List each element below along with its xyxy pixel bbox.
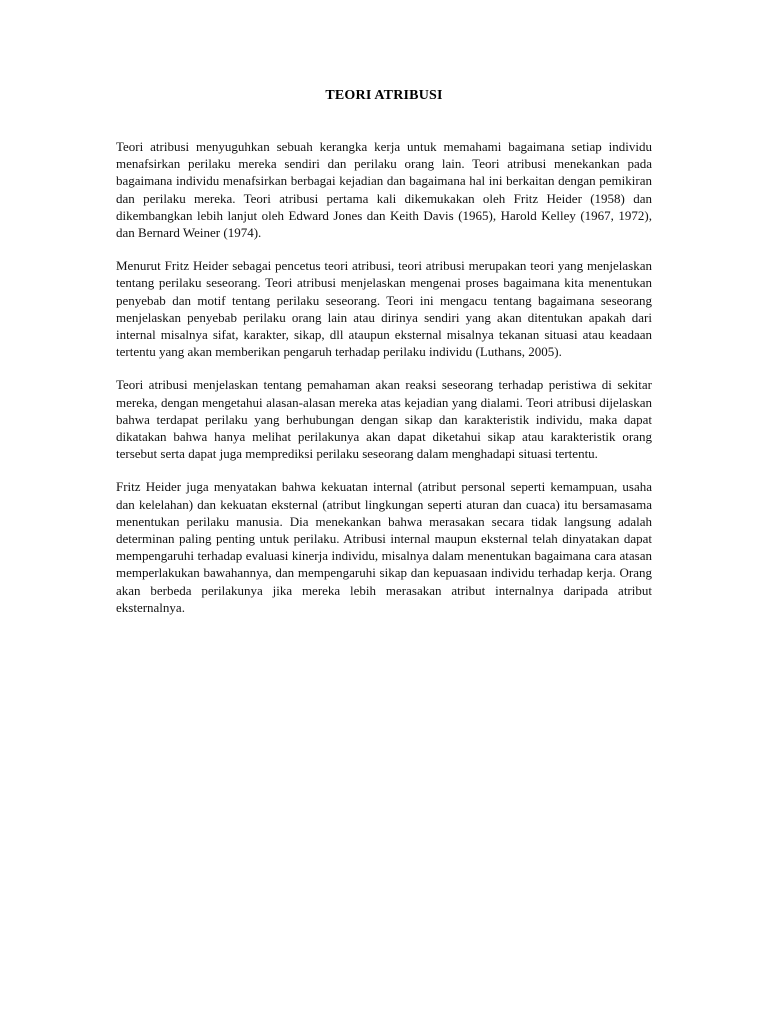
paragraph-4: Fritz Heider juga menyatakan bahwa kekuatan internal (atribut personal seperti kemampuan, usaha dan kelelahan) dan kekuatan eksternal (atribut lingkungan seperti aturan dan cuaca) itu bersamasama menentukan perilaku manusia. Dia menekankan bahwa merasakan secara tidak langsung adalah determinan paling penting untuk perilaku. Atribusi internal maupun eksternal telah dinyatakan dapat mempengaruhi terhadap evaluasi kinerja individu, misalnya dalam menentukan bagaimana cara atasan memperlakukan bawahannya, dan mempengaruhi sikap dan kepuasaan individu terhadap kerja. Orang akan berbeda perilakunya jika mereka lebih merasakan atribut internalnya daripada atribut eksternalnya. — [116, 479, 652, 615]
paragraph-2: Menurut Fritz Heider sebagai pencetus teori atribusi, teori atribusi merupakan teori yang menjelaskan tentang perilaku seseorang. Teori atribusi menjelaskan mengenai proses bagaimana kita menentukan penyebab dan motif tentang perilaku seseorang. Teori ini mengacu tentang bagaimana seseorang menjelaskan penyebab perilaku orang lain atau dirinya sendiri yang akan ditentukan apakah dari internal misalnya sifat, karakter, sikap, dll ataupun eksternal misalnya tekanan situasi atau keadaan tertentu yang akan memberikan pengaruh terhadap perilaku individu (Luthans, 2005). — [116, 258, 652, 360]
document-body — [116, 138, 652, 632]
paragraph-3: Teori atribusi menjelaskan tentang pemahaman akan reaksi seseorang terhadap peristiwa di sekitar mereka, dengan mengetahui alasan-alasan mereka atas kejadian yang dialami. Teori atribusi dijelaskan bahwa terdapat perilaku yang berhubungan dengan sikap dan karakteristik individu, maka dapat dikatakan bahwa hanya melihat perilakunya akan dapat diketahui sikap atau karakteristik orang tersebut serta dapat juga memprediksi perilaku seseorang dalam menghadapi situasi tertentu. — [116, 377, 652, 462]
paragraph-1: Teori atribusi menyuguhkan sebuah kerangka kerja untuk memahami bagaimana setiap individu menafsirkan perilaku mereka sendiri dan perilaku orang lain. Teori atribusi menekankan pada bagaimana individu menafsirkan berbagai kejadian dan bagaimana hal ini berkaitan dengan pemikiran dan perilaku mereka. Teori atribusi pertama kali dikemukakan oleh Fritz Heider (1958) dan dikembangkan lebih lanjut oleh Edward Jones dan Keith Davis (1965), Harold Kelley (1967, 1972), dan Bernard Weiner (1974). — [116, 139, 652, 241]
document-title: TEORI ATRIBUSI — [325, 88, 443, 103]
